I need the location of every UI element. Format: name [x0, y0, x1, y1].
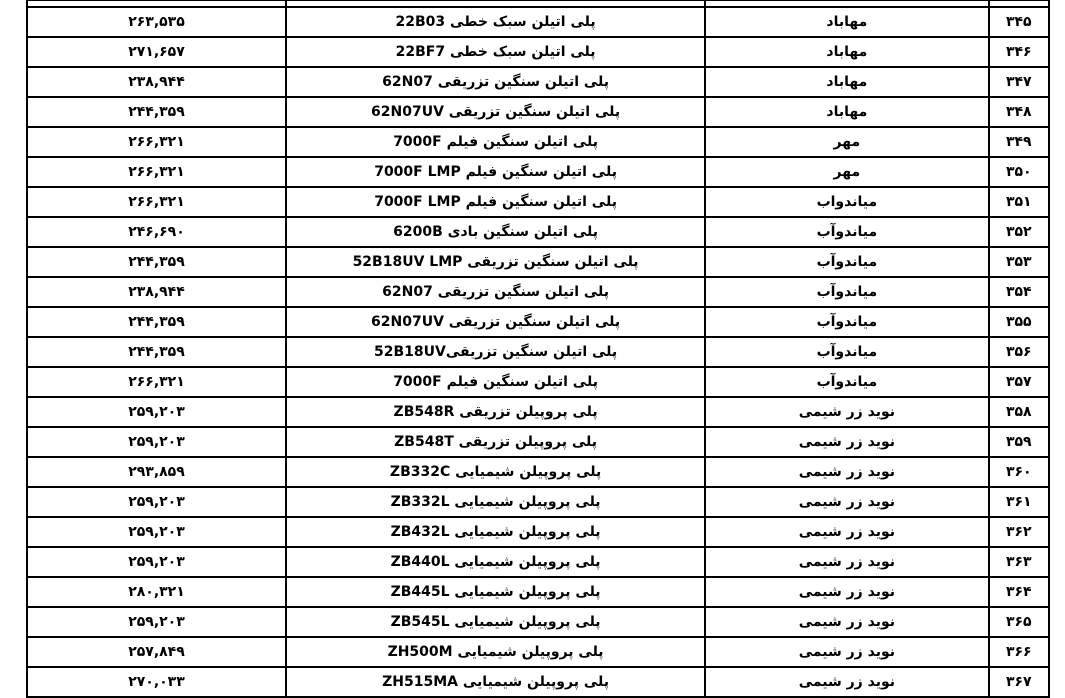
table-row — [27, 577, 1049, 607]
cell-price — [27, 67, 286, 97]
table-row — [27, 667, 1049, 697]
cell-product — [286, 157, 705, 187]
vendor-name: میاندوآب — [816, 344, 878, 360]
table-row — [27, 337, 1049, 367]
cell-product — [286, 0, 705, 7]
product-name: پلی اتیلن سنگین تزریقی 62N07UV — [371, 314, 621, 330]
price-value: ۲۸۰,۳۲۱ — [128, 584, 185, 600]
cell-price — [27, 37, 286, 67]
cell-vendor — [705, 157, 988, 187]
price-table — [26, 0, 1050, 698]
vendor-name: میاندوآب — [816, 224, 878, 240]
cell-product — [286, 667, 705, 697]
cell-vendor — [705, 277, 988, 307]
cell-price — [27, 247, 286, 277]
cell-price — [27, 7, 286, 37]
price-value: ۲۴۴,۳۵۹ — [128, 104, 185, 120]
cell-vendor — [705, 7, 988, 37]
row-number: ۳۴۶ — [1005, 44, 1032, 60]
cell-vendor — [705, 637, 988, 667]
cell-product — [286, 307, 705, 337]
row-number: ۳۵۶ — [1005, 344, 1032, 360]
row-number: ۳۴۸ — [1005, 104, 1032, 120]
cell-num — [989, 607, 1049, 637]
cell-product — [286, 547, 705, 577]
table-row-partial — [27, 0, 1049, 7]
cell-num — [989, 7, 1049, 37]
price-value: ۲۴۴,۳۵۹ — [128, 344, 185, 360]
cell-price — [27, 217, 286, 247]
cell-price — [27, 397, 286, 427]
row-number: ۳۵۲ — [1005, 224, 1032, 240]
table-row — [27, 247, 1049, 277]
price-value: ۲۳۸,۹۴۴ — [128, 74, 185, 90]
product-name: پلی اتیلن سنگین تزریقی52B18UV — [374, 344, 618, 360]
vendor-name: نوید زر شیمی — [798, 524, 895, 540]
vendor-name: نوید زر شیمی — [798, 464, 895, 480]
price-value: ۲۶۶,۳۲۱ — [128, 374, 185, 390]
cell-product — [286, 367, 705, 397]
table-row — [27, 547, 1049, 577]
vendor-name: میاندوآب — [816, 284, 878, 300]
cell-product — [286, 637, 705, 667]
cell-vendor — [705, 247, 988, 277]
vendor-name: نوید زر شیمی — [798, 614, 895, 630]
cell-vendor — [705, 427, 988, 457]
vendor-name: مهر — [833, 164, 861, 180]
cell-product — [286, 487, 705, 517]
table-row — [27, 217, 1049, 247]
product-name: پلی اتیلن سنگین فیلم 7000F LMP — [374, 164, 617, 180]
table-row — [27, 607, 1049, 637]
cell-vendor — [705, 127, 988, 157]
cell-price — [27, 337, 286, 367]
cell-price — [27, 187, 286, 217]
table-row — [27, 487, 1049, 517]
price-value: ۲۴۴,۳۵۹ — [128, 314, 185, 330]
table-row — [27, 97, 1049, 127]
row-number: ۳۶۵ — [1005, 614, 1032, 630]
price-table-body — [27, 0, 1049, 697]
cell-product — [286, 187, 705, 217]
cell-vendor — [705, 307, 988, 337]
vendor-name: نوید زر شیمی — [798, 494, 895, 510]
row-number: ۳۵۸ — [1005, 404, 1032, 420]
cell-product — [286, 577, 705, 607]
cell-num — [989, 37, 1049, 67]
cell-price — [27, 0, 286, 7]
table-row — [27, 187, 1049, 217]
cell-num — [989, 397, 1049, 427]
cell-num — [989, 157, 1049, 187]
price-value: ۲۵۹,۲۰۳ — [128, 434, 185, 450]
row-number: ۳۴۵ — [1005, 14, 1032, 30]
cell-product — [286, 397, 705, 427]
cell-product — [286, 457, 705, 487]
product-name: پلی اتیلن سنگین فیلم 7000F LMP — [374, 194, 617, 210]
row-number: ۳۶۳ — [1005, 554, 1032, 570]
table-row — [27, 457, 1049, 487]
cell-price — [27, 547, 286, 577]
table-row — [27, 127, 1049, 157]
cell-product — [286, 67, 705, 97]
vendor-name: نوید زر شیمی — [798, 674, 895, 690]
cell-num — [989, 247, 1049, 277]
cell-price — [27, 157, 286, 187]
row-number: ۳۵۱ — [1005, 194, 1032, 210]
cell-product — [286, 517, 705, 547]
cell-num — [989, 517, 1049, 547]
row-number: ۳۴۹ — [1005, 134, 1032, 150]
table-row — [27, 517, 1049, 547]
row-number: ۳۶۰ — [1005, 464, 1032, 480]
cell-vendor — [705, 667, 988, 697]
row-number: ۳۶۲ — [1005, 524, 1032, 540]
cell-vendor — [705, 607, 988, 637]
price-value: ۲۶۶,۳۲۱ — [128, 134, 185, 150]
product-name: پلی پروپیلن شیمیایی ZB440L — [390, 554, 601, 570]
cell-num — [989, 367, 1049, 397]
price-value: ۲۵۹,۲۰۳ — [128, 494, 185, 510]
cell-price — [27, 277, 286, 307]
price-value: ۲۷۱,۶۵۷ — [128, 44, 185, 60]
product-name: پلی پروپیلن شیمیایی ZB332C — [389, 464, 602, 480]
cell-price — [27, 427, 286, 457]
vendor-name: نوید زر شیمی — [798, 584, 895, 600]
cell-price — [27, 637, 286, 667]
cell-num — [989, 667, 1049, 697]
price-value: ۲۶۶,۳۲۱ — [128, 194, 185, 210]
table-row — [27, 367, 1049, 397]
product-name: پلی پروپیلن شیمیایی ZB432L — [390, 524, 601, 540]
cell-vendor — [705, 517, 988, 547]
cell-product — [286, 607, 705, 637]
table-row — [27, 397, 1049, 427]
cell-product — [286, 217, 705, 247]
row-number: ۳۵۳ — [1005, 254, 1032, 270]
cell-vendor — [705, 187, 988, 217]
price-value: ۲۳۸,۹۴۴ — [128, 284, 185, 300]
table-row — [27, 157, 1049, 187]
product-name: پلی پروپیلن شیمیایی ZH500M — [387, 644, 604, 660]
cell-price — [27, 457, 286, 487]
cell-vendor — [705, 367, 988, 397]
row-number: ۳۶۴ — [1005, 584, 1032, 600]
row-number: ۳۶۷ — [1005, 674, 1032, 690]
cell-vendor — [705, 97, 988, 127]
product-name: پلی اتیلن سنگین بادی 6200B — [393, 224, 598, 240]
vendor-name: مهاباد — [826, 14, 868, 30]
cell-product — [286, 127, 705, 157]
cell-num — [989, 127, 1049, 157]
cell-vendor — [705, 217, 988, 247]
cell-num — [989, 337, 1049, 367]
row-number: ۳۴۷ — [1005, 74, 1032, 90]
cell-num — [989, 457, 1049, 487]
price-value: ۲۶۶,۳۲۱ — [128, 164, 185, 180]
cell-price — [27, 607, 286, 637]
row-number: ۳۵۹ — [1005, 434, 1032, 450]
cell-num — [989, 217, 1049, 247]
cell-num — [989, 97, 1049, 127]
cell-price — [27, 577, 286, 607]
product-name: پلی پروپیلن تزریقی ZB548R — [393, 404, 598, 420]
price-value: ۲۴۴,۳۵۹ — [128, 254, 185, 270]
cell-product — [286, 7, 705, 37]
price-value: ۲۵۹,۲۰۳ — [128, 404, 185, 420]
cell-product — [286, 37, 705, 67]
product-name: پلی اتیلن سنگین تزریقی 62N07 — [382, 74, 610, 90]
product-name: پلی پروپیلن شیمیایی ZB545L — [390, 614, 601, 630]
cell-vendor — [705, 547, 988, 577]
cell-num — [989, 487, 1049, 517]
cell-num — [989, 427, 1049, 457]
table-row — [27, 427, 1049, 457]
product-name: پلی پروپیلن شیمیایی ZB445L — [390, 584, 601, 600]
cell-product — [286, 337, 705, 367]
vendor-name: مهر — [833, 134, 861, 150]
cell-price — [27, 667, 286, 697]
vendor-name: میاندوآب — [816, 374, 878, 390]
product-name: پلی اتیلن سنگین تزریقی 62N07UV — [371, 104, 621, 120]
table-row — [27, 277, 1049, 307]
product-name: پلی پروپیلن تزریقی ZB548T — [394, 434, 597, 450]
table-row — [27, 67, 1049, 97]
row-number: ۳۶۱ — [1005, 494, 1032, 510]
vendor-name: نوید زر شیمی — [798, 554, 895, 570]
vendor-name: مهاباد — [826, 104, 868, 120]
cell-product — [286, 427, 705, 457]
cell-num — [989, 547, 1049, 577]
price-value: ۲۹۳,۸۵۹ — [128, 464, 185, 480]
cell-vendor — [705, 577, 988, 607]
cell-product — [286, 97, 705, 127]
cell-vendor — [705, 67, 988, 97]
cell-num — [989, 307, 1049, 337]
cell-price — [27, 487, 286, 517]
product-name: پلی اتیلن سبک خطی 22B03 — [395, 14, 596, 30]
price-value: ۲۵۷,۸۴۹ — [128, 644, 185, 660]
table-row — [27, 7, 1049, 37]
cell-product — [286, 247, 705, 277]
vendor-name: میاندوآب — [816, 314, 878, 330]
cell-num — [989, 67, 1049, 97]
cell-product — [286, 277, 705, 307]
product-name: پلی پروپیلن شیمیایی ZB332L — [390, 494, 601, 510]
product-name: پلی اتیلن سبک خطی 22BF7 — [395, 44, 596, 60]
price-value: ۲۶۳,۵۳۵ — [128, 14, 185, 30]
cell-price — [27, 367, 286, 397]
row-number: ۳۵۴ — [1005, 284, 1032, 300]
cell-price — [27, 517, 286, 547]
cell-vendor — [705, 397, 988, 427]
vendor-name: مهاباد — [826, 74, 868, 90]
cell-vendor — [705, 487, 988, 517]
price-value: ۲۵۹,۲۰۳ — [128, 614, 185, 630]
price-value: ۲۵۹,۲۰۳ — [128, 554, 185, 570]
vendor-name: نوید زر شیمی — [798, 644, 895, 660]
cell-num — [989, 0, 1049, 7]
row-number: ۳۶۶ — [1005, 644, 1032, 660]
vendor-name: نوید زر شیمی — [798, 404, 895, 420]
table-row — [27, 37, 1049, 67]
product-name: پلی اتیلن سنگین تزریقی 52B18UV LMP — [352, 254, 639, 270]
cell-num — [989, 577, 1049, 607]
cell-vendor — [705, 457, 988, 487]
product-name: پلی اتیلن سنگین فیلم 7000F — [393, 134, 598, 150]
price-value: ۲۵۹,۲۰۳ — [128, 524, 185, 540]
product-name: پلی اتیلن سنگین فیلم 7000F — [393, 374, 598, 390]
cell-price — [27, 307, 286, 337]
vendor-name: نوید زر شیمی — [798, 434, 895, 450]
table-row — [27, 307, 1049, 337]
cell-vendor — [705, 0, 988, 7]
product-name: پلی پروپیلن شیمیایی ZH515MA — [382, 674, 609, 690]
row-number: ۳۵۰ — [1005, 164, 1032, 180]
cell-vendor — [705, 37, 988, 67]
row-number: ۳۵۷ — [1005, 374, 1032, 390]
vendor-name: میاندواب — [816, 194, 878, 210]
price-value: ۲۷۰,۰۳۳ — [128, 674, 185, 690]
product-name: پلی اتیلن سنگین تزریقی 62N07 — [382, 284, 610, 300]
vendor-name: مهاباد — [826, 44, 868, 60]
cell-num — [989, 277, 1049, 307]
cell-price — [27, 127, 286, 157]
cell-num — [989, 637, 1049, 667]
price-value: ۲۴۶,۶۹۰ — [128, 224, 185, 240]
vendor-name: میاندوآب — [816, 254, 878, 270]
cell-num — [989, 187, 1049, 217]
cell-price — [27, 97, 286, 127]
table-row — [27, 637, 1049, 667]
row-number: ۳۵۵ — [1005, 314, 1032, 330]
cell-vendor — [705, 337, 988, 367]
